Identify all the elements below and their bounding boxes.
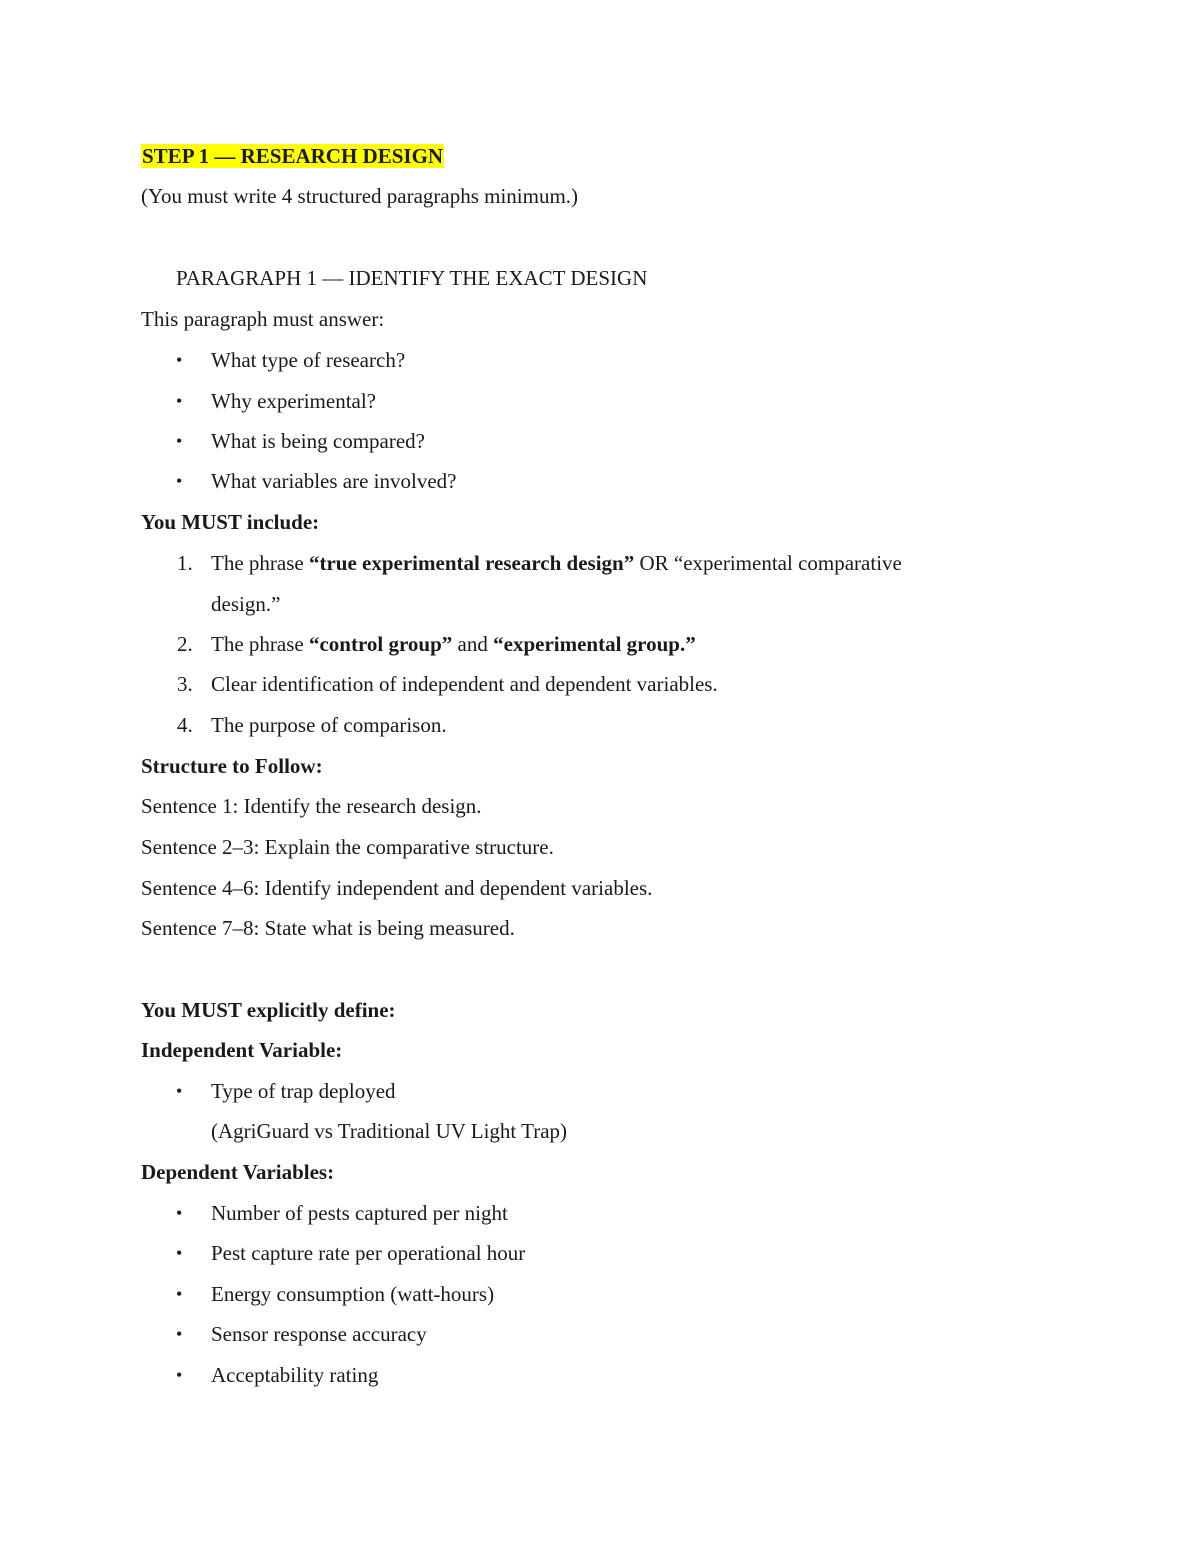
structure-sentence: Sentence 7–8: State what is being measured. — [141, 916, 515, 940]
bullet-icon: • — [176, 1081, 183, 1101]
dependent-variables-heading: Dependent Variables: — [141, 1160, 335, 1184]
bullet-icon: • — [176, 1365, 183, 1385]
list-item: What variables are involved? — [211, 469, 457, 493]
list-item-continuation: (AgriGuard vs Traditional UV Light Trap) — [211, 1119, 568, 1143]
list-item: Pest capture rate per operational hour — [211, 1241, 526, 1265]
item-text-plain: The phrase — [211, 551, 309, 575]
list-number: 2. — [177, 632, 193, 656]
list-item-continuation: design.” — [211, 592, 281, 616]
paragraph-heading: PARAGRAPH 1 — IDENTIFY THE EXACT DESIGN — [176, 266, 648, 290]
list-item: What is being compared? — [211, 429, 425, 453]
list-number: 1. — [177, 551, 193, 575]
list-item: Clear identification of independent and dependent variables. — [211, 672, 718, 696]
item-text-bold: “experimental group.” — [493, 632, 696, 656]
list-number: 3. — [177, 672, 193, 696]
list-item: Type of trap deployed — [211, 1079, 396, 1103]
bullet-icon: • — [176, 471, 183, 491]
list-number: 4. — [177, 713, 193, 737]
list-item: Why experimental? — [211, 389, 377, 413]
structure-sentence: Sentence 1: Identify the research design. — [141, 794, 482, 818]
paragraph-intro: This paragraph must answer: — [141, 307, 385, 331]
structure-heading: Structure to Follow: — [141, 754, 323, 778]
structure-sentence: Sentence 4–6: Identify independent and dependent variables. — [141, 876, 653, 900]
bullet-icon: • — [176, 1203, 183, 1223]
list-item: The purpose of comparison. — [211, 713, 447, 737]
must-include-heading: You MUST include: — [141, 510, 320, 534]
list-item: What type of research? — [211, 348, 406, 372]
list-item: Number of pests captured per night — [211, 1201, 508, 1225]
define-heading: You MUST explicitly define: — [141, 998, 396, 1022]
bullet-icon: • — [176, 391, 183, 411]
step-title-highlight: STEP 1 — RESEARCH DESIGN — [142, 144, 444, 168]
independent-variable-heading: Independent Variable: — [141, 1038, 343, 1062]
step-note: (You must write 4 structured paragraphs minimum.) — [141, 184, 579, 208]
list-item: Energy consumption (watt-hours) — [211, 1282, 495, 1306]
bullet-icon: • — [176, 1324, 183, 1344]
list-item: Sensor response accuracy — [211, 1322, 427, 1346]
item-text-plain: and — [452, 632, 494, 656]
bullet-icon: • — [176, 350, 183, 370]
item-text-plain: OR “experimental comparative — [634, 551, 902, 575]
bullet-icon: • — [176, 1284, 183, 1304]
item-text-plain: The phrase — [211, 632, 309, 656]
list-item: Acceptability rating — [211, 1363, 379, 1387]
bullet-icon: • — [176, 431, 183, 451]
list-item — [211, 549, 902, 577]
bullet-icon: • — [176, 1243, 183, 1263]
step-title — [141, 142, 444, 170]
item-text-bold: “control group” — [308, 632, 453, 656]
item-text-bold: “true experimental research design” — [308, 551, 635, 575]
structure-sentence: Sentence 2–3: Explain the comparative structure. — [141, 835, 554, 859]
list-item — [211, 630, 696, 658]
